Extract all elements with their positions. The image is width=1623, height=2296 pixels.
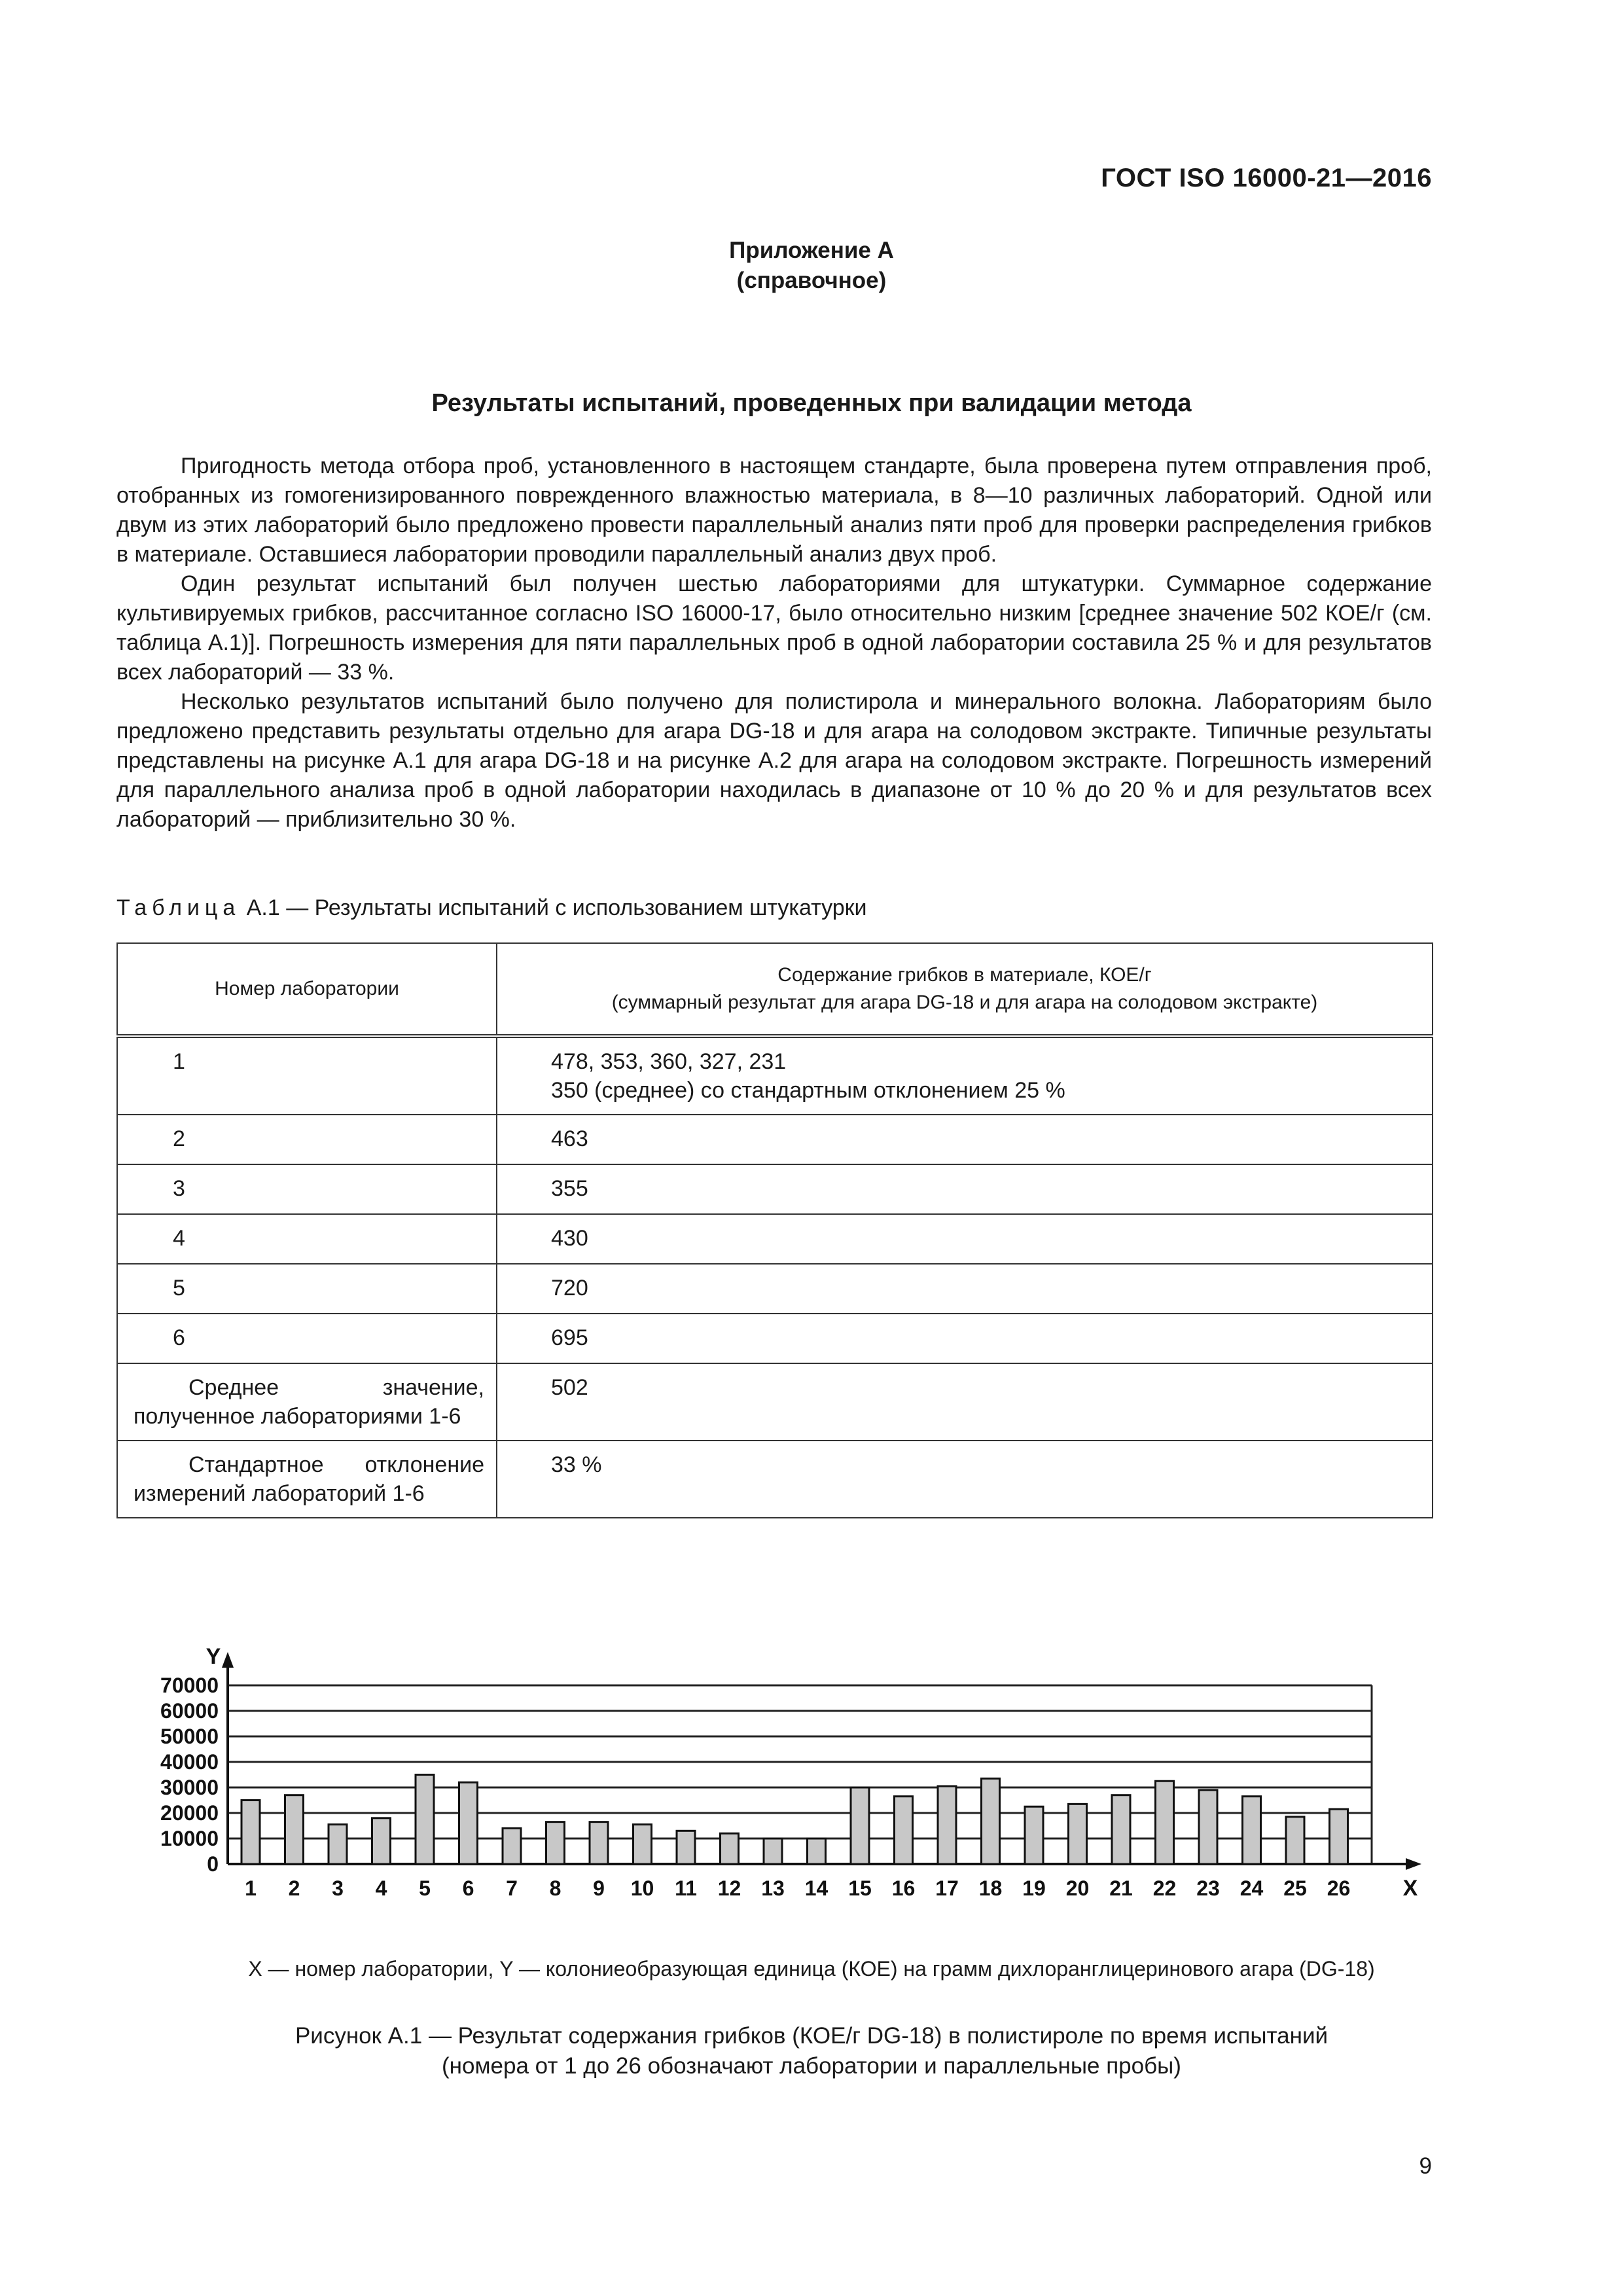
std-value: 33 % [497,1441,1433,1518]
table-row [117,1363,1433,1441]
bar [721,1833,739,1864]
std-label: Стандартное отклонение измерений лабораторий 1-6 [117,1441,497,1518]
header-fungi-line2: (суммарный результат для агара DG-18 и для агара на солодовом экстракте) [611,992,1318,1013]
paragraph: Один результат испытаний был получен шестью лабораториями для штукатурки. Суммарное содержание культивируемых грибков, рассчитанное согласно ISO 16000-17, было относительно низким [среднее значение 502 КОЕ/г (см. таблица А.1)]. Погрешность измерения для пяти параллельных проб в одной лаборатории составила 25 % и для результатов всех лабораторий — 33 %. [116,571,1432,685]
x-axis-arrow [1406,1858,1421,1870]
table-row [117,1164,1433,1214]
bar [1243,1797,1261,1864]
lab-value-line2: 350 (среднее) со стандартным отклонением 25 % [551,1078,1065,1103]
y-tick-label: 10000 [160,1827,219,1850]
bar [764,1839,782,1864]
bar [938,1786,956,1864]
page-number: 9 [1419,2153,1432,2179]
lab-value: 463 [497,1115,1433,1164]
y-tick-label: 20000 [160,1801,219,1825]
bar [1112,1795,1130,1864]
x-tick-label: 17 [935,1876,959,1900]
bar [1156,1781,1174,1864]
bar [808,1839,826,1864]
bar [503,1828,521,1864]
y-tick-label: 30000 [160,1776,219,1799]
lab-number: 5 [117,1264,497,1314]
lab-value: 720 [497,1264,1433,1314]
x-tick-label: 5 [419,1876,431,1900]
x-tick-label: 13 [761,1876,785,1900]
table-row [117,1264,1433,1314]
figure-caption-line1: Рисунок А.1 — Результат содержания грибков (КОЕ/г DG-18) в полистироле по время испытаний [294,2023,1329,2049]
x-tick-label: 10 [630,1876,654,1900]
lab-value [497,1036,1433,1115]
mean-value: 502 [497,1363,1433,1441]
x-tick-label: 4 [375,1876,387,1900]
y-axis-arrow [222,1652,234,1668]
table-row [117,1441,1433,1518]
header-fungi-line1: Содержание грибков в материале, КОЕ/г [777,964,1152,986]
x-tick-label: 7 [506,1876,518,1900]
figure-caption [0,2021,1623,2081]
bar [982,1778,1000,1864]
header-fungi-content [497,943,1433,1036]
lab-value: 355 [497,1164,1433,1214]
lab-value: 430 [497,1214,1433,1264]
x-tick-label: 22 [1152,1876,1177,1900]
bar [416,1775,434,1865]
annex-title: Приложение А [729,238,894,263]
results-table [116,942,1433,1518]
x-tick-label: 23 [1196,1876,1220,1900]
bar [1025,1806,1043,1864]
bar [851,1787,869,1864]
x-tick-label: 1 [245,1876,257,1900]
x-tick-label: 24 [1240,1876,1264,1900]
bar [1199,1790,1217,1864]
x-tick-label: 19 [1022,1876,1046,1900]
x-tick-label: 14 [804,1876,829,1900]
annex-type: (справочное) [736,268,887,293]
figure-caption-line2: (номера от 1 до 26 обозначают лаборатории и параллельные пробы) [442,2053,1181,2079]
table-row [117,1314,1433,1363]
x-tick-label: 6 [462,1876,474,1900]
y-tick-label: 70000 [160,1674,219,1697]
bar [459,1782,478,1864]
annex-heading [0,236,1623,296]
lab-number: 2 [117,1115,497,1164]
bar [677,1831,695,1864]
lab-number: 3 [117,1164,497,1214]
bar [329,1825,347,1864]
paragraph: Пригодность метода отбора проб, установленного в настоящем стандарте, была проверена путем отправления проб, отобранных из гомогенизированного поврежденного влажностью материала, в 8—10 различных лабораторий. Одной или двум из этих лабораторий было предложено провести параллельный анализ пяти проб для проверки распределения грибков в материале. Оставшиеся лаборатории проводили параллельный анализ двух проб. [116,454,1432,567]
table-caption [116,895,866,921]
document-id: ГОСТ ISO 16000-21—2016 [1101,164,1432,192]
bar [895,1797,913,1864]
lab-value: 695 [497,1314,1433,1363]
x-tick-label: 21 [1109,1876,1133,1900]
y-axis-label: Y [205,1644,221,1669]
lab-number: 6 [117,1314,497,1363]
lab-value-line1: 478, 353, 360, 327, 231 [551,1049,787,1074]
table-row [117,1115,1433,1164]
table-row [117,1036,1433,1115]
table-caption-label: Таблица [116,895,241,920]
x-tick-label: 12 [717,1876,741,1900]
bar [1069,1804,1087,1864]
bar [241,1801,260,1865]
bar [372,1818,391,1864]
mean-label: Среднее значение, полученное лабораториями 1-6 [117,1363,497,1441]
figure-legend: X — номер лаборатории, Y — колониеобразующая единица (КОЕ) на грамм дихлоранглицеринового агара (DG-18) [248,1957,1375,1981]
x-tick-label: 15 [848,1876,872,1900]
lab-number: 1 [117,1036,497,1115]
y-tick-label: 40000 [160,1750,219,1774]
bar [546,1822,565,1864]
paragraph: Несколько результатов испытаний было получено для полистирола и минерального волокна. Лабораториям было предложено представить результаты отдельно для агара DG-18 и для агара на солодовом экстракте. Типичные результаты представлены на рисунке А.1 для агара DG-18 и на рисунке А.2 для агара на солодовом экстракте. Погрешность измерений для параллельного анализа проб в одной лаборатории находилась в диапазоне от 10 % до 20 % и для результатов всех лабораторий — приблизительно 30 %. [116,689,1432,832]
x-tick-label: 20 [1065,1876,1090,1900]
x-tick-label: 9 [593,1876,605,1900]
bar [1330,1809,1348,1864]
lab-number: 4 [117,1214,497,1264]
x-tick-label: 25 [1283,1876,1307,1900]
table-row [117,1214,1433,1264]
y-tick-label: 60000 [160,1699,219,1723]
bar [590,1822,608,1864]
x-tick-label: 16 [891,1876,916,1900]
x-tick-label: 3 [332,1876,344,1900]
bar [285,1795,304,1864]
header-lab-number: Номер лаборатории [117,943,497,1036]
table-caption-text: А.1 — Результаты испытаний с использованием штукатурки [240,895,867,920]
y-tick-label: 50000 [160,1725,219,1748]
x-tick-label: 26 [1327,1876,1351,1900]
x-tick-label: 11 [675,1876,697,1900]
x-tick-label: 8 [549,1876,562,1900]
table-header-row [117,943,1433,1036]
y-tick-label: 0 [207,1852,219,1876]
body-text [116,452,1432,834]
bar-chart [131,1643,1440,1931]
bar [1286,1817,1304,1864]
x-tick-label: 18 [978,1876,1003,1900]
x-tick-label: 2 [288,1876,300,1900]
bar [633,1825,652,1864]
x-axis-label: X [1402,1876,1418,1901]
section-title: Результаты испытаний, проведенных при валидации метода [431,389,1192,417]
